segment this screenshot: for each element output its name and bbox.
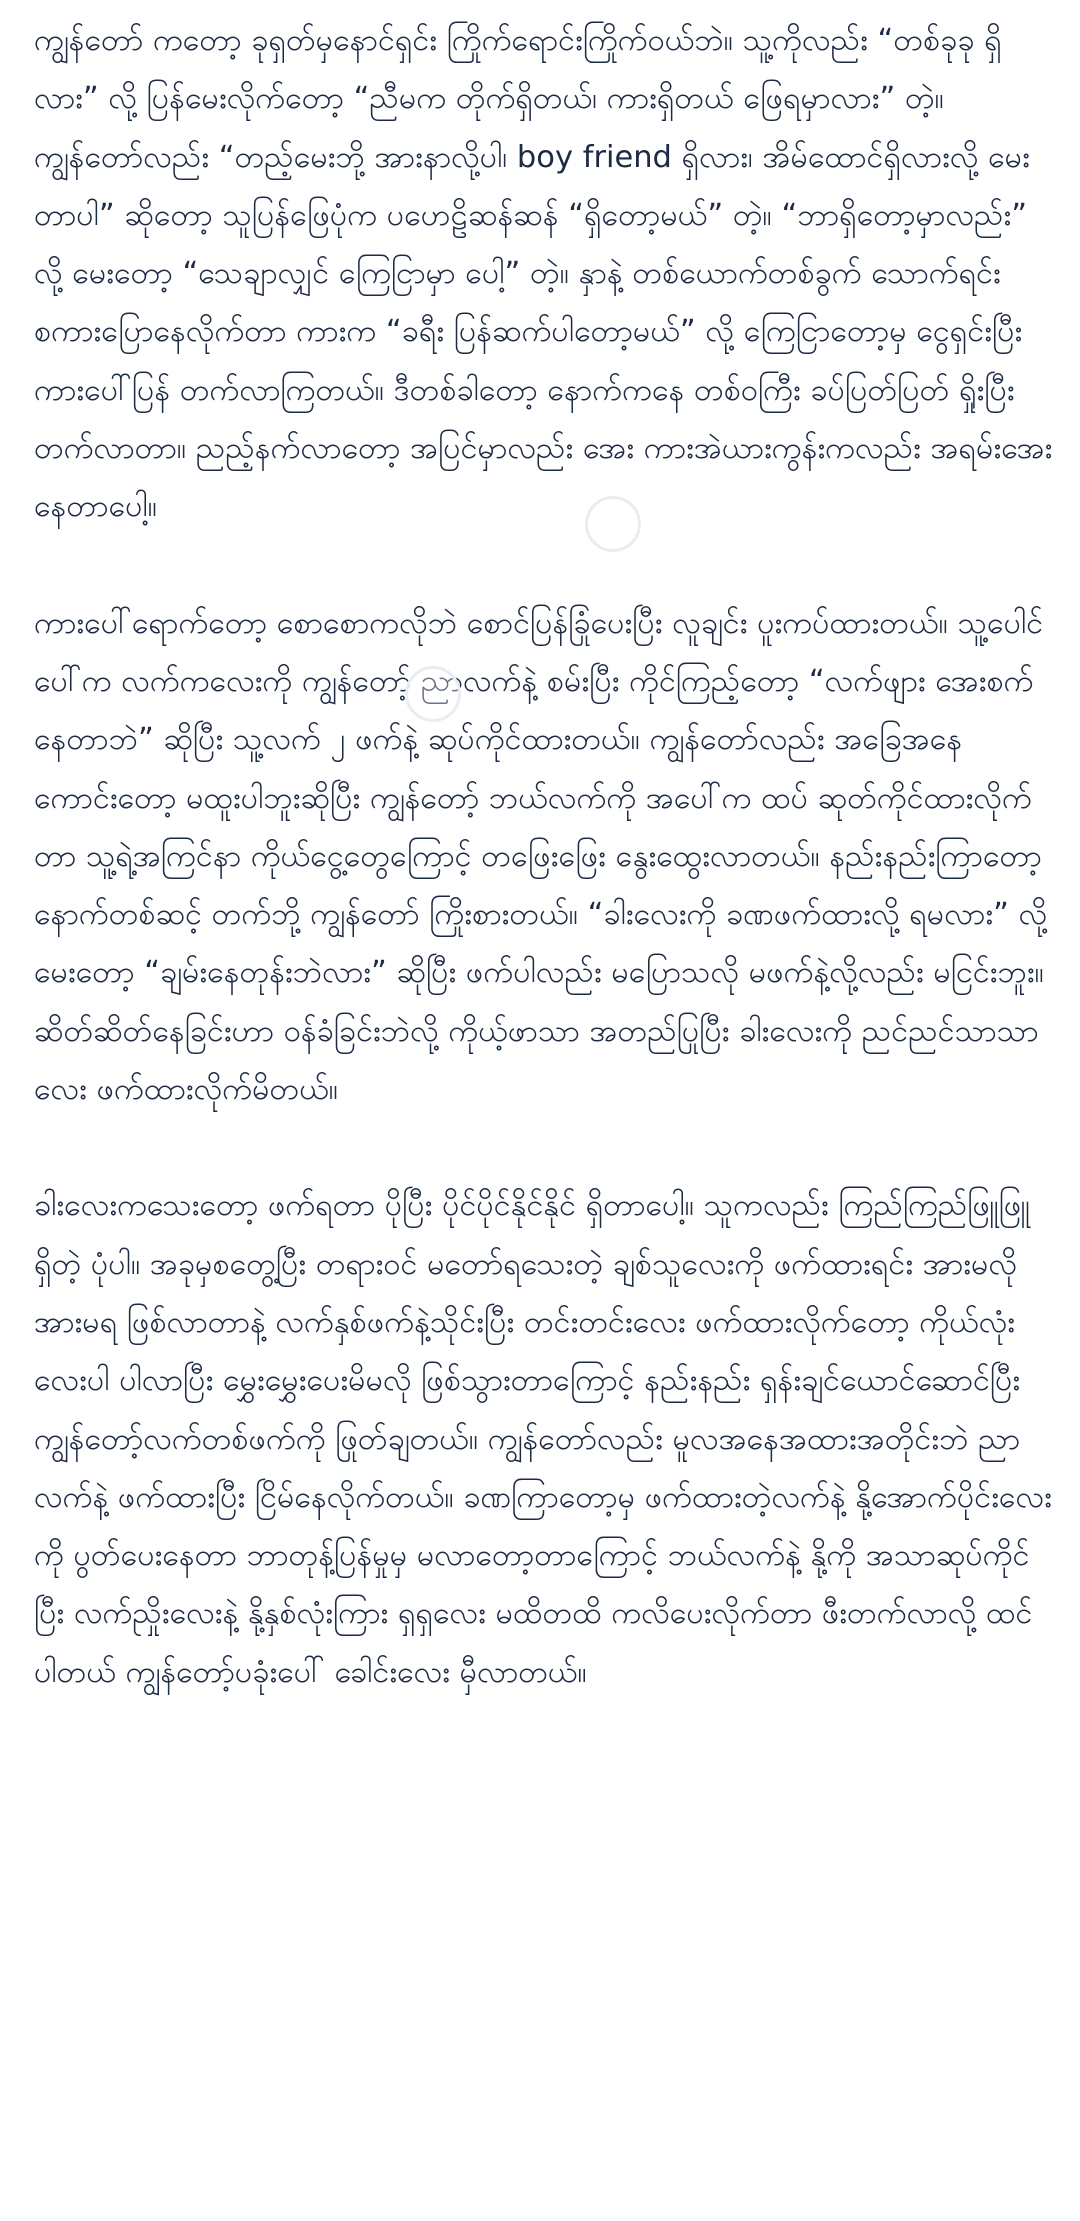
paragraph-1: ကျွန်တော် ကတော့ ခုရှတ်မှနောင်ရှင်း ကြိုက်ရောင်းကြိုက်ဝယ်ဘဲ။ သူ့ကိုလည်း “တစ်ခုခု ရှိလား” လို့ ပြန်မေးလိုက်တော့ “ညီမက တိုက်ရှိတယ်၊ ကားရှိတယ် ဖြေရမှာလား” တဲ့။ ကျွန်တော်လည်း “တည့်မေးဘို့ အားနာလို့ပါ၊ boy friend ရှိလား၊ အိမ်ထောင်ရှိလားလို့ မေးတာပါ” ဆိုတော့ သူပြန်ဖြေပုံက ပဟေဠိဆန်ဆန် “ရှိတော့မယ်” တဲ့။ “ဘာရှိတော့မှာလည်း” လို့ မေးတော့ “သေချာလျှင် ကြေငြာမှာ ပေါ့” တဲ့။ နှာနဲ့ တစ်ယောက်တစ်ခွက် သောက်ရင်း စကားပြောနေလိုက်တာ ကားက “ခရီး ပြန်ဆက်ပါတော့မယ်” လို့ ကြေငြာတော့မှ ငွေရှင်းပြီး ကားပေါ်ပြန် တက်လာကြတယ်။ ဒီတစ်ခါတော့ နောက်ကနေ တစ်ဝကြီး ခပ်ပြတ်ပြတ် ရှိုးပြီး တက်လာတာ။ ညည့်နက်လာတော့ အပြင်မှာလည်း အေး ကားအဲယားကွန်းကလည်း အရမ်းအေးနေတာပေါ့။ — [34, 23, 1053, 525]
paragraph-2: ကားပေါ်ရောက်တော့ စောစောကလိုဘဲ စောင်ပြန်ခြုံပေးပြီး လူချင်း ပူးကပ်ထားတယ်။ သူ့ပေါင်ပေါ်က လက်ကလေးကို ကျွန်တော့် ညာလက်နဲ့ စမ်းပြီး ကိုင်ကြည့်တော့ “လက်ဖျား အေးစက်နေတာဘဲ” ဆိုပြီး သူ့လက် ၂ ဖက်နဲ့ ဆုပ်ကိုင်ထားတယ်။ ကျွန်တော်လည်း အခြေအနေ ကောင်းတော့ မထူးပါဘူးဆိုပြီး ကျွန်တော့် ဘယ်လက်ကို အပေါ်က ထပ် ဆုတ်ကိုင်ထားလိုက်တာ သူ့ရဲ့အကြင်နာ ကိုယ်ငွေ့တွေကြောင့် တဖြေးဖြေး နွေးထွေးလာတယ်။ နည်းနည်းကြာတော့ နောက်တစ်ဆင့် တက်ဘို့ ကျွန်တော် ကြိုးစားတယ်။ “ခါးလေးကို ခဏဖက်ထားလို့ ရမလား” လို့ မေးတော့ “ချမ်းနေတုန်းဘဲလား” ဆိုပြီး ဖက်ပါလည်း မပြောသလို မဖက်နဲ့လို့လည်း မငြင်းဘူး။ ဆိတ်ဆိတ်နေခြင်းဟာ ဝန်ခံခြင်းဘဲလို့ ကိုယ့်ဖာသာ အတည်ပြုပြီး ခါးလေးကို ညင်ညင်သာသာလေး ဖက်ထားလိုက်မိတယ်။ — [34, 605, 1048, 1108]
paragraph-3: ခါးလေးကသေးတော့ ဖက်ရတာ ပိုပြီး ပိုင်ပိုင်နိုင်နိုင် ရှိတာပေါ့။ သူကလည်း ကြည်ကြည်ဖြူဖြူ ရှိတဲ့ ပုံပါ။ အခုမှစတွေ့ပြီး တရားဝင် မတော်ရသေးတဲ့ ချစ်သူလေးကို ဖက်ထားရင်း အားမလိုအားမရ ဖြစ်လာတာနဲ့ လက်နှစ်ဖက်နဲ့သိုင်းပြီး တင်းတင်းလေး ဖက်ထားလိုက်တော့ ကိုယ်လုံးလေးပါ ပါလာပြီး မွှေးမွှေးပေးမိမလို ဖြစ်သွားတာကြောင့် နည်းနည်း ရှန်းချင်ယောင်ဆောင်ပြီး ကျွန်တော့်လက်တစ်ဖက်ကို ဖြုတ်ချတယ်။ ကျွန်တော်လည်း မူလအနေအထားအတိုင်းဘဲ ညာလက်နဲ့ ဖက်ထားပြီး ငြိမ်နေလိုက်တယ်။ ခဏကြာတော့မှ ဖက်ထားတဲ့လက်နဲ့ နို့အောက်ပိုင်းလေးကို ပွတ်ပေးနေတာ ဘာတုန့်ပြန်မှုမှ မလာတော့တာကြောင့် ဘယ်လက်နဲ့ နို့ကို အသာဆုပ်ကိုင်ပြီး လက်ညှိုးလေးနဲ့ နို့နှစ်လုံးကြား ရှရှလေး မထိတထိ ကလိပေးလိုက်တာ ဖီးတက်လာလို့ ထင်ပါတယ် ကျွန်တော့်ပခုံးပေါ် ခေါင်းလေး မှီလာတယ်။ — [34, 1188, 1052, 1690]
article-body — [34, 12, 1054, 1702]
